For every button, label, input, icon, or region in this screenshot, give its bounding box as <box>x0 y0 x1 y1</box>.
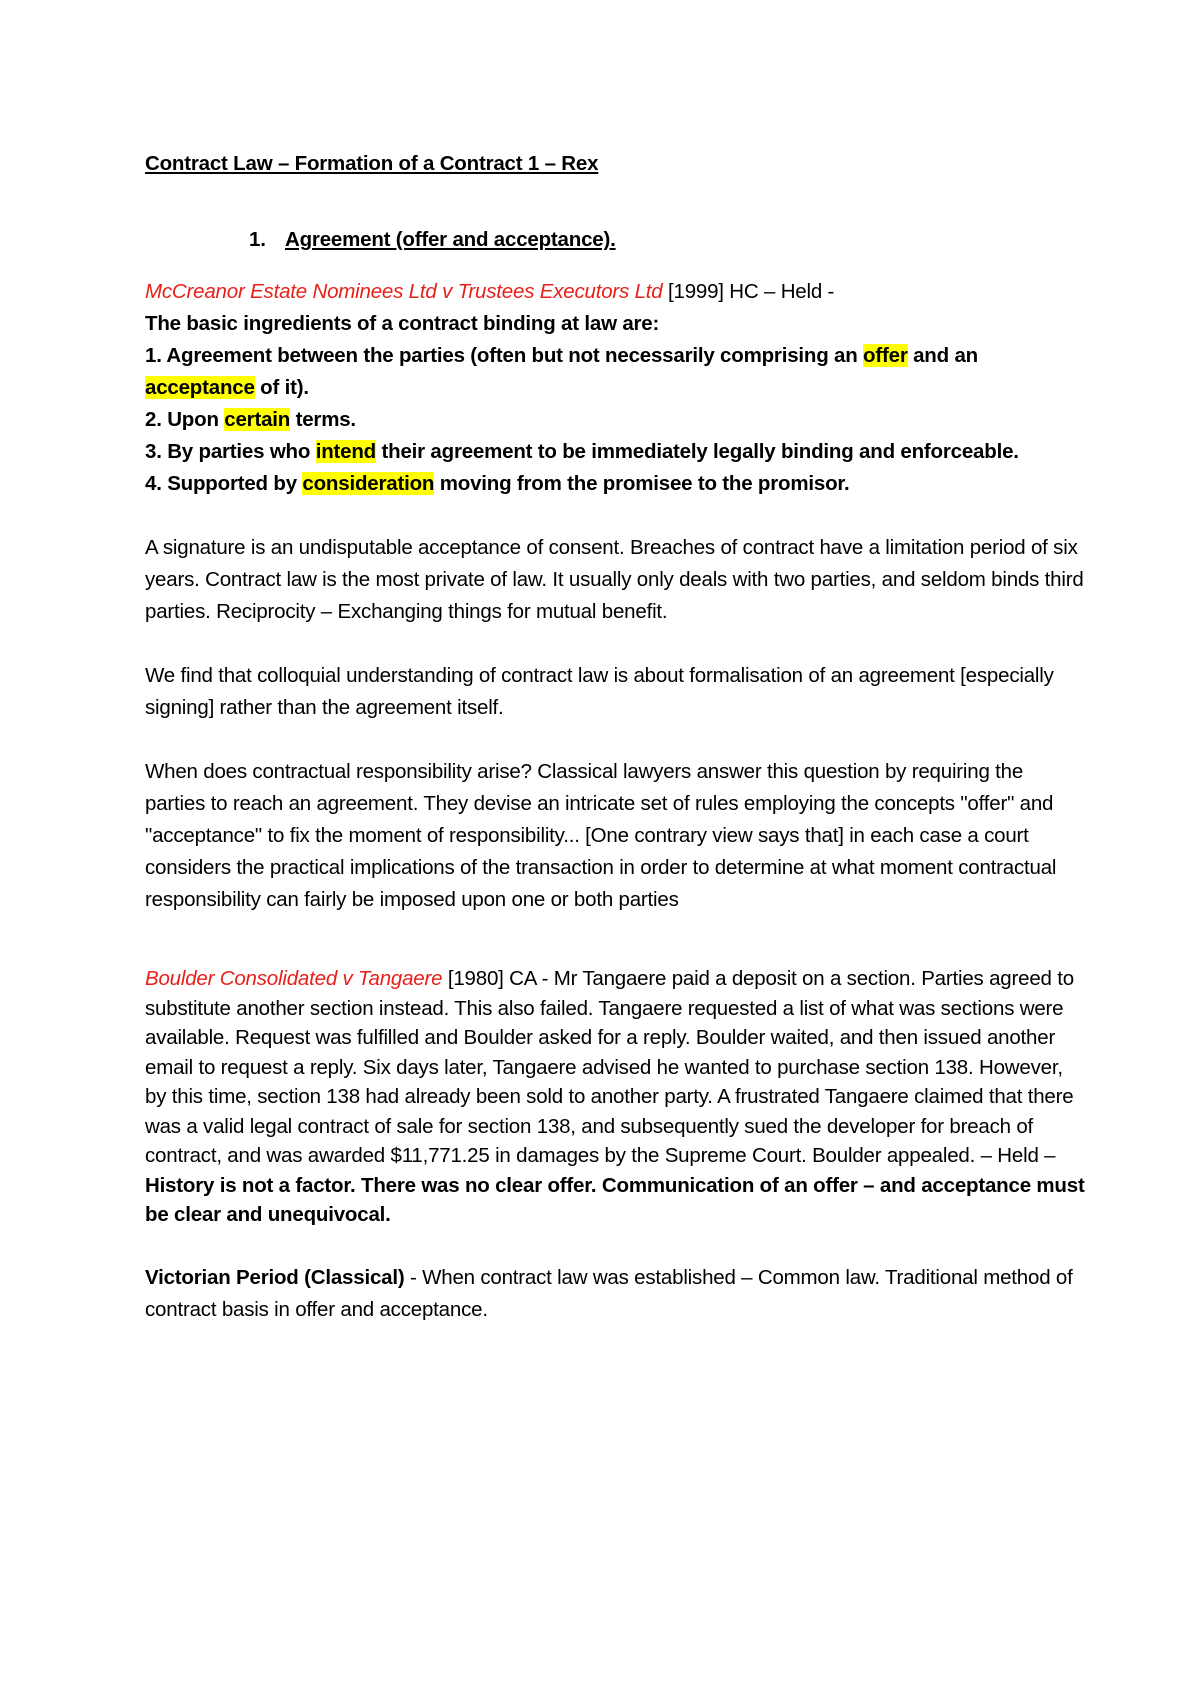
ingredient-item-2 <box>145 404 1085 436</box>
ingredient-1-text-b: and an <box>907 344 978 367</box>
ingredient-1-text-a: 1. Agreement between the parties (often but not necessarily comprising an <box>145 344 864 367</box>
paragraph-colloquial: We find that colloquial understanding of contract law is about formalisation of an agreement [especially signing] rather than the agreement itself. <box>145 664 1054 719</box>
section-label: Agreement (offer and acceptance). <box>285 228 616 251</box>
ingredient-item-1 <box>145 340 1085 404</box>
case-boulder-paragraph <box>145 964 1085 1230</box>
paragraph-signature: A signature is an undisputable acceptance of consent. Breaches of contract have a limitation period of six years. Contract law is the most private of law. It usually only deals with two parties, and seldom binds third parties. Reciprocity – Exchanging things for mutual benefit. <box>145 536 1084 623</box>
ingredient-item-3 <box>145 436 1085 468</box>
ingredient-2-text-b: terms. <box>290 408 356 431</box>
ingredient-item-4 <box>145 468 1085 500</box>
ingredient-4-text-b: moving from the promisee to the promisor. <box>434 472 850 495</box>
victorian-label: Victorian Period (Classical) <box>145 1265 405 1289</box>
case-citation-mccreanor: [1999] HC – Held - <box>662 280 835 303</box>
paragraph-victorian-period <box>145 1262 1085 1326</box>
case-mccreanor-heading <box>145 276 1085 308</box>
highlight-acceptance: acceptance <box>145 376 255 399</box>
case-name-mccreanor: McCreanor Estate Nominees Ltd v Trustees Executors Ltd <box>145 280 663 303</box>
document-body <box>145 148 1085 1326</box>
section-heading-agreement <box>145 224 1085 256</box>
ingredients-intro: The basic ingredients of a contract binding at law are: <box>145 312 660 335</box>
ingredient-3-text-a: 3. By parties who <box>145 440 316 463</box>
victorian-text: - When contract law was established – Common law. Traditional method of contract basis in offer and acceptance. <box>145 1265 1073 1321</box>
paragraph-contractual-responsibility: When does contractual responsibility arise? Classical lawyers answer this question by requiring the parties to reach an agreement. They devise an intricate set of rules employing the concepts "offer" and "acceptance" to fix the moment of responsibility... [One contrary view says that] in each case a court considers the practical implications of the transaction in order to determine at what moment contractual responsibility can fairly be imposed upon one or both parties <box>145 760 1057 911</box>
ingredient-3-text-b: their agreement to be immediately legally binding and enforceable. <box>376 440 1019 463</box>
case-boulder-held: History is not a factor. There was no clear offer. Communication of an offer – and acceptance must be clear and unequivocal. <box>145 1173 1085 1226</box>
highlight-certain: certain <box>224 408 291 431</box>
ingredient-2-text-a: 2. Upon <box>145 408 225 431</box>
case-boulder-text: [1980] CA - Mr Tangaere paid a deposit on a section. Parties agreed to substitute another section instead. This also failed. Tangaere requested a list of what was sections were available. Request was fulfilled and Boulder asked for a reply. Boulder waited, and then issued another email to request a reply. Six days later, Tangaere advised he wanted to purchase section 138. However, by this time, section 138 had already been sold to another party. A frustrated Tangaere claimed that there was a valid legal contract of sale for section 138, and subsequently sued the developer for breach of contract, and was awarded $11,771.25 in damages by the Supreme Court. Boulder appealed. – Held – <box>145 967 1074 1167</box>
document-title: Contract Law – Formation of a Contract 1 – Rex <box>145 152 599 175</box>
highlight-consideration: consideration <box>302 472 435 495</box>
section-number: 1. <box>249 228 266 251</box>
highlight-intend: intend <box>315 440 376 463</box>
highlight-offer: offer <box>863 344 908 367</box>
ingredient-1-text-c: of it). <box>254 376 309 399</box>
case-name-boulder: Boulder Consolidated v Tangaere <box>145 967 443 990</box>
ingredient-4-text-a: 4. Supported by <box>145 472 303 495</box>
